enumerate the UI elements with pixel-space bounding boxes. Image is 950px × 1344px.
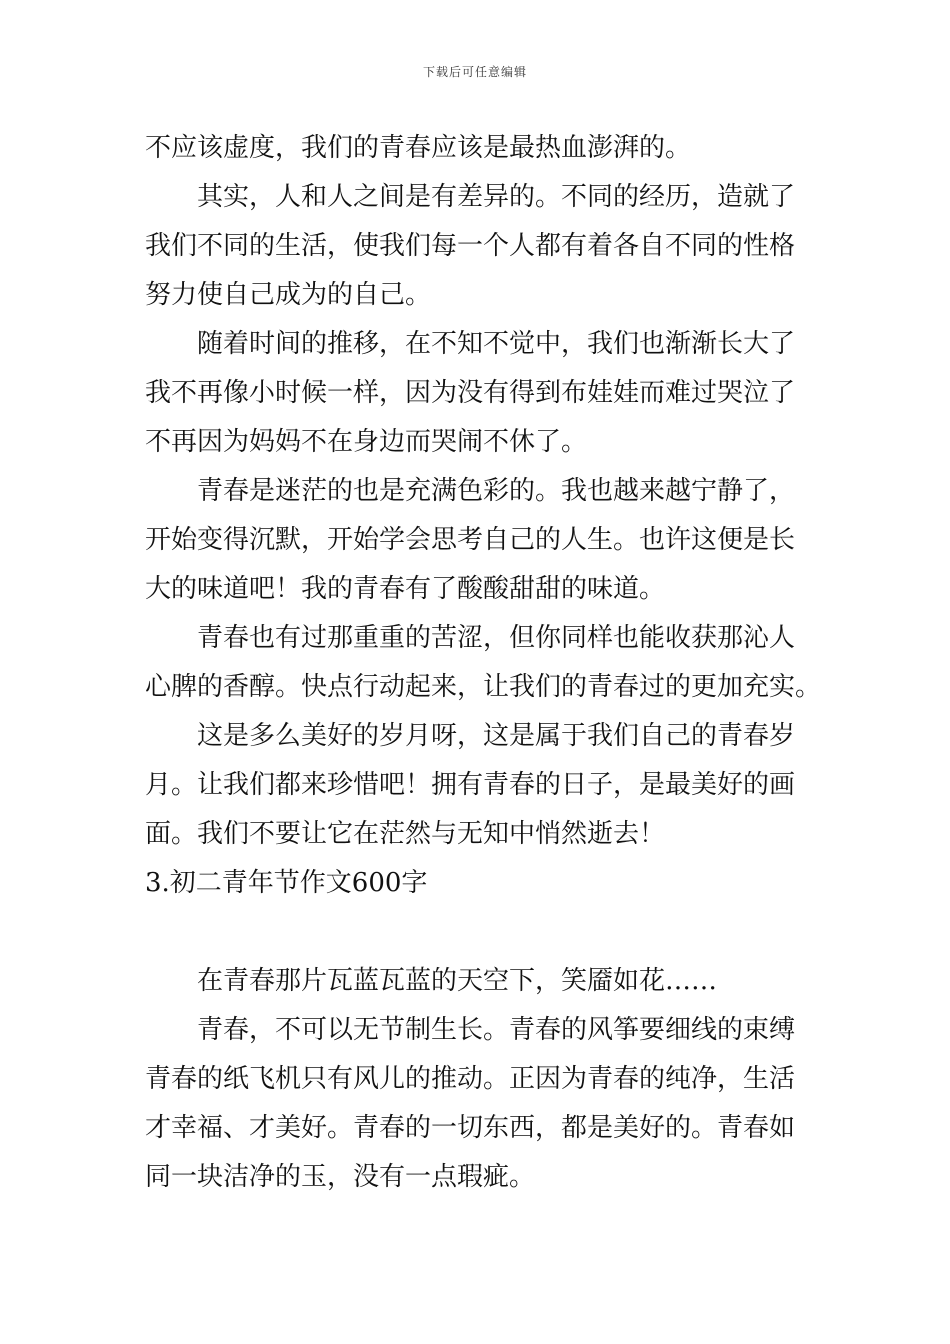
section-heading: 3.初二青年节作文600字 [145, 868, 428, 898]
paragraph-group-b [145, 957, 810, 1202]
text-line: 开始变得沉默，开始学会思考自己的人生。也许这便是长 [145, 525, 796, 555]
paragraph-group-a [145, 124, 822, 859]
page-header: 下载后可任意编辑 [422, 65, 527, 79]
text-line: 不应该虚度，我们的青春应该是最热血澎湃的。 [145, 133, 692, 163]
document-body [145, 124, 822, 1202]
text-line: 大的味道吧！我的青春有了酸酸甜甜的味道。 [145, 574, 666, 604]
text-line: 才幸福、才美好。青春的一切东西，都是美好的。青春如 [145, 1113, 796, 1143]
text-line: 心脾的香醇。快点行动起来，让我们的青春过的更加充实。 [145, 672, 822, 702]
text-line: 面。我们不要让它在茫然与无知中悄然逝去！ [145, 819, 666, 849]
text-line: 其实，人和人之间是有差异的。不同的经历，造就了 [197, 182, 796, 212]
text-line: 青春，不可以无节制生长。青春的风筝要细线的束缚 [197, 1015, 796, 1045]
blank-line [145, 908, 810, 957]
text-line: 青春也有过那重重的苦涩，但你同样也能收获那沁人 [197, 623, 796, 653]
text-line: 随着时间的推移，在不知不觉中，我们也渐渐长大了 [197, 329, 796, 359]
text-line: 青春是迷茫的也是充满色彩的。我也越来越宁静了， [197, 476, 796, 506]
text-line: 月。让我们都来珍惜吧！拥有青春的日子，是最美好的画 [145, 770, 796, 800]
text-line: 青春的纸飞机只有风儿的推动。正因为青春的纯净，生活 [145, 1064, 796, 1094]
text-line: 这是多么美好的岁月呀，这是属于我们自己的青春岁 [197, 721, 796, 751]
text-line: 我们不同的生活，使我们每一个人都有着各自不同的性格 [145, 231, 796, 261]
text-line: 同一块洁净的玉，没有一点瑕疵。 [145, 1162, 536, 1192]
text-line: 不再因为妈妈不在身边而哭闹不休了。 [145, 427, 588, 457]
text-line: 在青春那片瓦蓝瓦蓝的天空下，笑靥如花…… [197, 966, 718, 996]
text-line: 我不再像小时候一样，因为没有得到布娃娃而难过哭泣了 [145, 378, 796, 408]
text-line: 努力使自己成为的自己。 [145, 280, 432, 310]
